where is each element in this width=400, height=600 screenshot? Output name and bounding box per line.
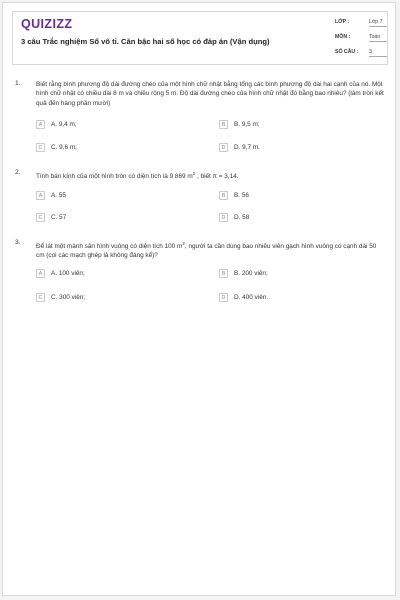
meta-class-label: LỚP :	[335, 19, 350, 25]
option-text: B. 9,5 m;	[234, 121, 260, 128]
option-letter-box: C	[36, 293, 45, 302]
option-letter-box: D	[219, 143, 228, 152]
question-number: 3.	[15, 239, 21, 246]
worksheet-title: 3 câu Trắc nghiệm Số vô tỉ. Căn bậc hai số học có đáp án (Vận dụng)	[21, 37, 270, 46]
option-text: D. 58	[234, 214, 250, 221]
option-letter-box: B	[219, 269, 228, 278]
option-letter-box: D	[219, 293, 228, 302]
question-text-superscript: 2	[192, 171, 196, 176]
question-number: 1.	[15, 80, 21, 87]
option-letter-box: A	[36, 191, 45, 200]
meta-divider	[369, 41, 387, 42]
question-text-tail: , người ta cần dùng bao nhiêu viên gạch hình vuông có cạnh dài 50 cm (coi các mạch ghép là không đáng kể)?	[36, 243, 377, 260]
option-text: A. 9,4 m;	[51, 121, 77, 128]
meta-subject-value: Toán	[369, 34, 381, 40]
quizizz-logo: QUIZIZZ	[21, 17, 73, 31]
question-text-main: Để lát một mảnh sân hình vuông có diện tích 100 m	[36, 243, 183, 251]
question-text-superscript: 2	[182, 241, 185, 246]
option-text: C. 57	[51, 214, 67, 221]
meta-count-value: 3	[369, 49, 372, 55]
option-letter-box: A	[36, 269, 45, 278]
option-text: B. 200 viên;	[234, 270, 268, 277]
meta-divider	[369, 56, 387, 57]
option-letter-box: D	[219, 213, 228, 222]
question-number: 2.	[15, 169, 21, 176]
meta-subject-label: MÔN :	[335, 34, 351, 40]
question-text-tail: , biết π = 3,14.	[195, 173, 239, 181]
option-letter-box: A	[36, 120, 45, 129]
option-letter-box: B	[219, 120, 228, 129]
option-letter-box: B	[219, 191, 228, 200]
question-text	[36, 239, 384, 261]
option-text: C. 9,6 m;	[51, 144, 77, 151]
question-text: Biết rằng bình phương độ dài đường chéo của một hình chữ nhật bằng tổng các bình phương độ dài hai cạnh của nó. Một hình chữ nhật có chiều dài 8 m và chiều rộng 5 m. Độ dài đường chéo của hình chữ nhật đó bằng bao nhiêu? (làm tròn kết quả đến hàng phần mười)	[36, 81, 384, 107]
worksheet-header	[12, 11, 388, 65]
option-text: D. 400 viên.	[234, 294, 269, 301]
option-text: A. 100 viên;	[51, 270, 85, 277]
option-text: A. 55	[51, 192, 66, 199]
option-text: D. 9,7 m.	[234, 144, 260, 151]
question-text	[36, 169, 384, 181]
option-text: C. 300 viên;	[51, 294, 86, 301]
meta-class-value: Lớp 7	[369, 19, 383, 25]
option-text: B. 56	[234, 192, 249, 199]
worksheet-page	[2, 2, 396, 596]
option-letter-box: C	[36, 213, 45, 222]
meta-count-label: SỐ CÂU :	[335, 49, 359, 55]
option-letter-box: C	[36, 143, 45, 152]
meta-divider	[369, 26, 387, 27]
question-text-main: Tính bán kính của một hình tròn có diện tích là 9 869 m	[36, 173, 193, 181]
